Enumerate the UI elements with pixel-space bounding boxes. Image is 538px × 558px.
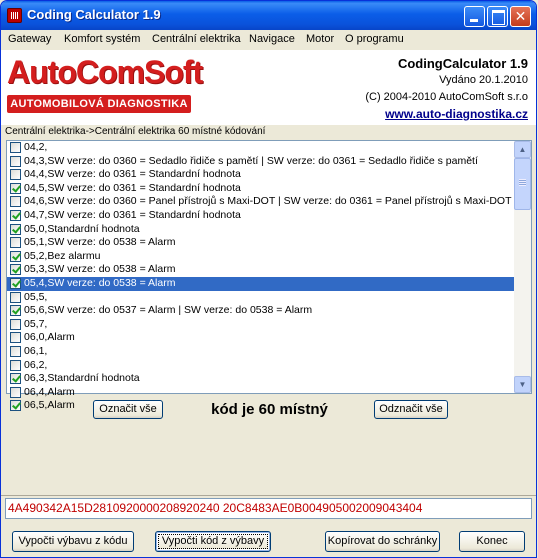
- checkbox[interactable]: [10, 346, 21, 357]
- vertical-scrollbar[interactable]: [514, 141, 531, 393]
- exit-button[interactable]: Konec: [459, 531, 525, 552]
- app-title: CodingCalculator 1.9: [397, 56, 528, 71]
- minimize-button[interactable]: [464, 6, 485, 27]
- menu-o-programu[interactable]: O programu: [345, 33, 404, 45]
- list-item[interactable]: [7, 168, 515, 182]
- checkbox[interactable]: [10, 251, 21, 262]
- list-item[interactable]: [7, 195, 515, 209]
- list-item-label: 05,4,SW verze: do 0538 = Alarm: [24, 276, 176, 289]
- list-item[interactable]: [7, 263, 515, 277]
- list-item-label: 04,6,SW verze: do 0360 = Panel přístrojů s Maxi-DOT | SW verze: do 0361 = Panel přístrojů s Maxi-DOT: [24, 195, 512, 208]
- menu-gateway[interactable]: Gateway: [8, 33, 52, 45]
- select-all-button[interactable]: Označit vše: [93, 400, 163, 419]
- list-item[interactable]: [7, 155, 515, 169]
- checkbox[interactable]: [10, 237, 21, 248]
- list-item[interactable]: [7, 318, 515, 332]
- calc-equipment-button[interactable]: Vypočti výbavu z kódu: [12, 531, 134, 552]
- list-item[interactable]: [7, 345, 515, 359]
- coding-code-value: 4A490342A15D2810920000208920240 20C8483AE0B004905002009043404: [8, 501, 423, 515]
- list-item-label: 06,2,: [24, 358, 48, 371]
- list-item[interactable]: [7, 331, 515, 345]
- list-item[interactable]: [7, 236, 515, 250]
- menu-motor[interactable]: Motor: [306, 33, 335, 45]
- checkbox[interactable]: [10, 332, 21, 343]
- list-item[interactable]: [7, 182, 515, 196]
- coding-code-field[interactable]: [5, 498, 532, 519]
- app-icon: [7, 8, 22, 23]
- list-item-label: 06,0,Alarm: [24, 331, 75, 344]
- checkbox[interactable]: [10, 360, 21, 371]
- list-item[interactable]: [7, 141, 515, 155]
- list-item[interactable]: [7, 386, 515, 400]
- checkbox[interactable]: [10, 278, 21, 289]
- deselect-all-button[interactable]: Odznačit vše: [374, 400, 448, 419]
- scroll-down-icon[interactable]: ▼: [514, 376, 531, 393]
- list-item-label: 05,5,: [24, 290, 48, 303]
- checkbox[interactable]: [10, 169, 21, 180]
- checkbox[interactable]: [10, 319, 21, 330]
- release-date: Vydáno 20.1.2010: [439, 74, 528, 86]
- code-length-note: kód je 60 místný: [211, 401, 328, 418]
- logo: AutoComSoft: [7, 54, 203, 90]
- checkbox[interactable]: [10, 156, 21, 167]
- checkbox[interactable]: [10, 264, 21, 275]
- list-item[interactable]: [7, 277, 515, 291]
- menu-komfort-system[interactable]: Komfort systém: [64, 33, 141, 45]
- scroll-up-icon[interactable]: ▲: [514, 141, 531, 158]
- list-item-label: 05,3,SW verze: do 0538 = Alarm: [24, 263, 176, 276]
- list-item[interactable]: [7, 291, 515, 305]
- list-item-label: 06,1,: [24, 344, 48, 357]
- checkbox[interactable]: [10, 305, 21, 316]
- menu-bar: [1, 30, 536, 50]
- list-item-label: 05,2,Bez alarmu: [24, 249, 101, 262]
- logo-subtitle: AUTOMOBILOVÁ DIAGNOSTIKA: [7, 95, 191, 113]
- list-item-label: 06,5,Alarm: [24, 399, 75, 412]
- list-item-label: 04,4,SW verze: do 0361 = Standardní hodnota: [24, 168, 241, 181]
- list-item-label: 04,7,SW verze: do 0361 = Standardní hodnota: [24, 208, 241, 221]
- menu-centralni-elektrika[interactable]: Centrální elektrika: [152, 33, 241, 45]
- list-item[interactable]: [7, 372, 515, 386]
- scroll-thumb[interactable]: [514, 158, 531, 210]
- maximize-button[interactable]: [487, 6, 508, 27]
- list-item-label: 05,1,SW verze: do 0538 = Alarm: [24, 236, 176, 249]
- close-button[interactable]: [510, 6, 531, 27]
- list-item-label: 04,2,: [24, 141, 48, 153]
- list-item-label: 06,4,Alarm: [24, 385, 75, 398]
- checkbox[interactable]: [10, 387, 21, 398]
- checkbox[interactable]: [10, 224, 21, 235]
- checkbox[interactable]: [10, 183, 21, 194]
- window-title: Coding Calculator 1.9: [27, 7, 161, 22]
- copy-to-clipboard-button[interactable]: Kopírovat do schránky: [325, 531, 440, 552]
- breadcrumb: Centrální elektrika->Centrální elektrika 60 místné kódování: [5, 126, 266, 137]
- header-banner: [1, 50, 536, 125]
- list-item[interactable]: [7, 223, 515, 237]
- list-item[interactable]: [7, 359, 515, 373]
- list-rows: [7, 141, 515, 413]
- checkbox[interactable]: [10, 210, 21, 221]
- list-item-label: 05,0,Standardní hodnota: [24, 222, 140, 235]
- title-bar[interactable]: [1, 1, 536, 30]
- menu-navigace[interactable]: Navigace: [249, 33, 295, 45]
- checkbox[interactable]: [10, 373, 21, 384]
- checkbox[interactable]: [10, 196, 21, 207]
- list-item-label: 05,7,: [24, 317, 48, 330]
- list-item[interactable]: [7, 209, 515, 223]
- list-item-label: 04,3,SW verze: do 0360 = Sedadlo řidiče s pamětí | SW verze: do 0361 = Sedadlo řidiče s pamětí: [24, 154, 478, 167]
- checkbox[interactable]: [10, 292, 21, 303]
- list-item-label: 06,3,Standardní hodnota: [24, 372, 140, 385]
- checkbox[interactable]: [10, 142, 21, 153]
- calc-code-button[interactable]: Vypočti kód z výbavy: [155, 531, 271, 552]
- list-item[interactable]: [7, 304, 515, 318]
- list-item-label: 04,5,SW verze: do 0361 = Standardní hodnota: [24, 181, 241, 194]
- list-item-label: 05,6,SW verze: do 0537 = Alarm | SW verze: do 0538 = Alarm: [24, 304, 313, 317]
- website-link[interactable]: www.auto-diagnostika.cz: [385, 107, 528, 121]
- list-item[interactable]: [7, 250, 515, 264]
- copyright: (C) 2004-2010 AutoComSoft s.r.o: [365, 91, 528, 103]
- divider: [1, 495, 536, 496]
